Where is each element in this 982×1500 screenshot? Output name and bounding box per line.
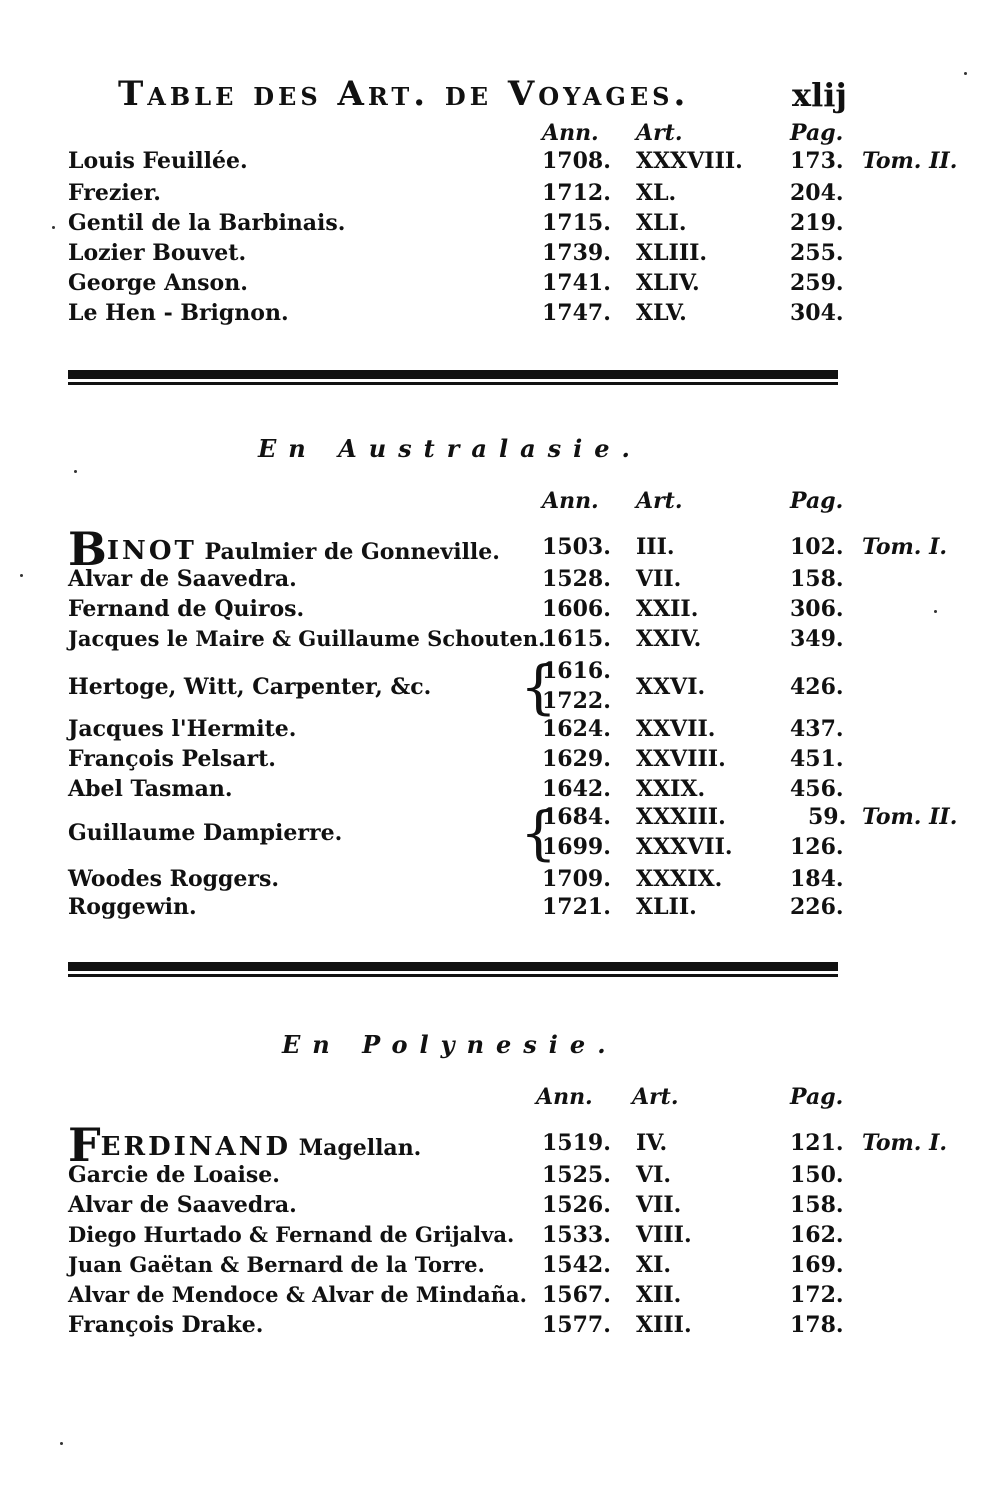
table-row-bracketed [0, 799, 982, 867]
page-ref: 172. [790, 1282, 844, 1308]
column-header-ann: Ann. [542, 120, 599, 146]
voyager-name: Le Hen - Brignon. [68, 300, 289, 326]
article-number: XXIX. [636, 776, 706, 802]
tome-ref: Tom. II. [862, 804, 958, 830]
table-row [0, 182, 982, 206]
column-header-art: Art. [632, 1084, 679, 1110]
table-row [0, 896, 982, 920]
year: 1739. [542, 240, 611, 266]
voyager-name: Frezier. [68, 180, 161, 206]
page-ref: 102. [790, 534, 844, 560]
page-ref: 158. [790, 566, 844, 592]
section-divider [68, 370, 838, 385]
table-row [0, 272, 982, 296]
year: 1567. [542, 1282, 611, 1308]
year: 1616. [542, 658, 611, 684]
year: 1712. [542, 180, 611, 206]
print-speck [964, 72, 967, 75]
column-header-art: Art. [636, 488, 683, 514]
column-header-pag: Pag. [790, 120, 844, 146]
year: 1684. [542, 804, 611, 830]
article-number: XLII. [636, 894, 697, 920]
article-number: XLIV. [636, 270, 700, 296]
year: 1615. [542, 626, 611, 652]
table-row [0, 598, 982, 622]
page-ref: 150. [790, 1162, 844, 1188]
curly-brace: { [520, 653, 557, 721]
page-ref: 426. [790, 674, 844, 700]
page-ref: 219. [790, 210, 844, 236]
page-ref: 158. [790, 1192, 844, 1218]
page-ref: 437. [790, 716, 844, 742]
article-number: XLIII. [636, 240, 708, 266]
article-number: VIII. [636, 1222, 692, 1248]
page-ref-second: 126. [790, 834, 844, 860]
article-number: XLV. [636, 300, 687, 326]
article-number: XXXVIII. [636, 148, 743, 174]
year: 1525. [542, 1162, 611, 1188]
year: 1709. [542, 866, 611, 892]
column-header-art: Art. [636, 120, 683, 146]
page-ref: 59. [808, 804, 847, 830]
voyager-name: Guillaume Dampierre. [68, 820, 343, 846]
article-number-second: XXXVII. [636, 834, 733, 860]
article-number: VII. [636, 566, 682, 592]
table-row [0, 1254, 982, 1278]
year: 1721. [542, 894, 611, 920]
page-ref: 304. [790, 300, 844, 326]
section-title-australasie: En Australasie. [258, 434, 642, 463]
article-number: XIII. [636, 1312, 692, 1338]
year: 1741. [542, 270, 611, 296]
voyager-name: Alvar de Saavedra. [68, 566, 297, 592]
name-capitals: ERDINAND [100, 1132, 292, 1162]
table-row [0, 868, 982, 892]
year: 1629. [542, 746, 611, 772]
table-row [0, 150, 982, 174]
name-rest: Paulmier de Gonneville. [204, 539, 500, 565]
page-ref: 255. [790, 240, 844, 266]
print-speck [52, 226, 55, 229]
voyager-name: François Pelsart. [68, 746, 276, 772]
table-row [0, 568, 982, 592]
print-speck [934, 610, 937, 613]
article-number: IV. [636, 1130, 668, 1156]
year-second: 1722. [542, 688, 611, 714]
table-row [0, 1314, 982, 1338]
voyager-name: François Drake. [68, 1312, 264, 1338]
year: 1606. [542, 596, 611, 622]
year: 1503. [542, 534, 611, 560]
year: 1642. [542, 776, 611, 802]
table-row [0, 1194, 982, 1218]
print-speck [60, 1442, 63, 1445]
voyager-name: Hertoge, Witt, Carpenter, &c. [68, 674, 432, 700]
section-divider [68, 962, 838, 977]
article-number: XLI. [636, 210, 687, 236]
year: 1542. [542, 1252, 611, 1278]
year: 1715. [542, 210, 611, 236]
table-row-lead [0, 522, 982, 576]
article-number: XII. [636, 1282, 682, 1308]
voyager-name: Jacques le Maire & Guillaume Schouten. [68, 626, 546, 651]
page-ref: 173. [790, 148, 844, 174]
page-ref: 178. [790, 1312, 844, 1338]
tome-ref: Tom. I. [862, 534, 948, 560]
article-number: XXIV. [636, 626, 702, 652]
voyager-name: Abel Tasman. [68, 776, 233, 802]
table-row-bracketed [0, 653, 982, 721]
table-row [0, 1284, 982, 1308]
page-ref: 184. [790, 866, 844, 892]
column-header-pag: Pag. [790, 488, 844, 514]
page-ref: 259. [790, 270, 844, 296]
column-header-ann: Ann. [536, 1084, 593, 1110]
year: 1519. [542, 1130, 611, 1156]
article-number: VI. [636, 1162, 672, 1188]
voyager-name: Alvar de Mendoce & Alvar de Mindaña. [68, 1282, 527, 1307]
print-speck [20, 574, 23, 577]
drop-cap: F [68, 1118, 101, 1172]
article-number: VII. [636, 1192, 682, 1218]
article-number: XXXIII. [636, 804, 726, 830]
table-row [0, 778, 982, 802]
section-title-polynesie: En Polynesie. [282, 1030, 618, 1059]
table-row [0, 718, 982, 742]
table-row [0, 302, 982, 326]
page-ref: 349. [790, 626, 844, 652]
page-ref: 162. [790, 1222, 844, 1248]
article-number: XXVI. [636, 674, 706, 700]
year: 1528. [542, 566, 611, 592]
voyager-name: Gentil de la Barbinais. [68, 210, 346, 236]
year: 1624. [542, 716, 611, 742]
voyager-name: Diego Hurtado & Fernand de Grijalva. [68, 1222, 515, 1247]
table-row-lead [0, 1118, 982, 1172]
article-number: XXII. [636, 596, 699, 622]
page-ref: 456. [790, 776, 844, 802]
voyager-name: Roggewin. [68, 894, 197, 920]
year: 1533. [542, 1222, 611, 1248]
article-number: XI. [636, 1252, 672, 1278]
page-ref: 451. [790, 746, 844, 772]
curly-brace: { [520, 799, 557, 867]
column-header-ann: Ann. [542, 488, 599, 514]
table-row [0, 212, 982, 236]
voyager-name: Louis Feuillée. [68, 148, 248, 174]
year-second: 1699. [542, 834, 611, 860]
page-ref: 169. [790, 1252, 844, 1278]
voyager-name: Woodes Roggers. [68, 866, 280, 892]
name-capitals: INOT [106, 536, 197, 566]
year: 1577. [542, 1312, 611, 1338]
article-number: XL. [636, 180, 677, 206]
page-ref: 306. [790, 596, 844, 622]
page-ref: 204. [790, 180, 844, 206]
table-row [0, 1224, 982, 1248]
table-row [0, 1164, 982, 1188]
tome-ref: Tom. II. [862, 148, 958, 174]
year: 1747. [542, 300, 611, 326]
page-number: xlij [792, 76, 847, 114]
article-number: XXXIX. [636, 866, 723, 892]
page-ref: 121. [790, 1130, 844, 1156]
column-header-pag: Pag. [790, 1084, 844, 1110]
print-speck [74, 470, 77, 473]
voyager-name: Juan Gaëtan & Bernard de la Torre. [68, 1252, 485, 1277]
voyager-name: Garcie de Loaise. [68, 1162, 280, 1188]
article-number: XXVII. [636, 716, 716, 742]
voyager-name: Alvar de Saavedra. [68, 1192, 297, 1218]
table-row [0, 242, 982, 266]
voyager-name: Fernand de Quiros. [68, 596, 305, 622]
article-number: XXVIII. [636, 746, 726, 772]
page-ref: 226. [790, 894, 844, 920]
voyager-name: Jacques l'Hermite. [68, 716, 297, 742]
running-title: Table des Art. de Voyages. [118, 74, 690, 114]
drop-cap: B [68, 522, 107, 576]
article-number: III. [636, 534, 675, 560]
table-row [0, 748, 982, 772]
voyager-name: George Anson. [68, 270, 248, 296]
table-row [0, 628, 982, 652]
tome-ref: Tom. I. [862, 1130, 948, 1156]
voyager-name: Lozier Bouvet. [68, 240, 247, 266]
name-rest: Magellan. [298, 1135, 422, 1161]
year: 1708. [542, 148, 611, 174]
year: 1526. [542, 1192, 611, 1218]
